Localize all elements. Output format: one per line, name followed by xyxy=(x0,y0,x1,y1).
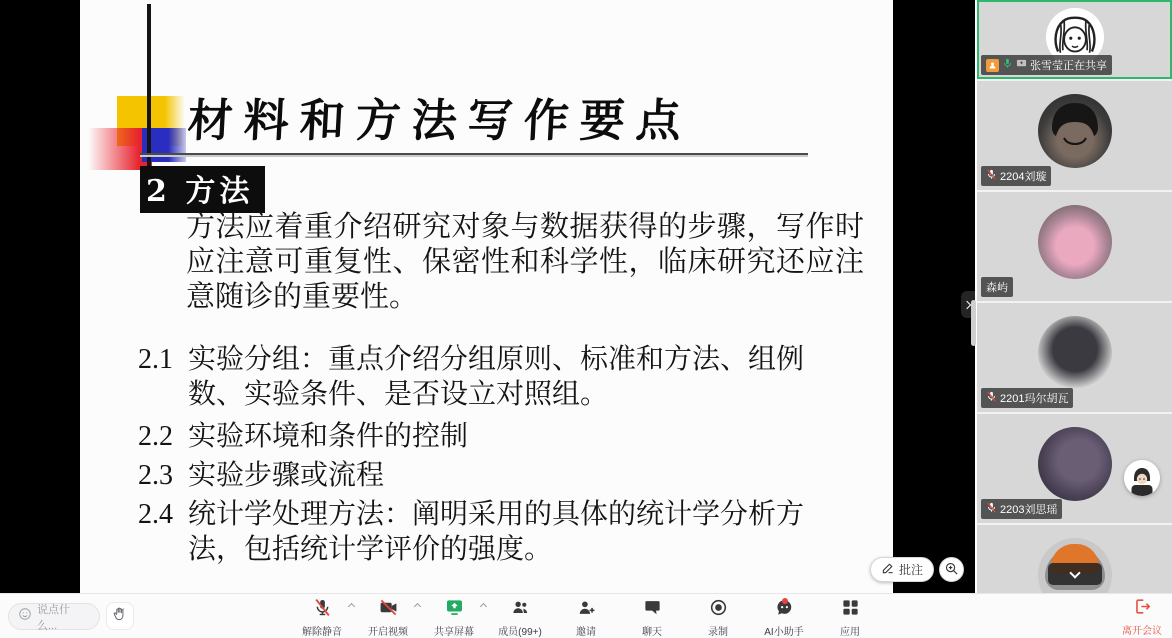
chat-icon xyxy=(643,598,662,622)
chat-button[interactable]: 聊天 xyxy=(629,596,675,638)
members-icon xyxy=(511,598,530,622)
participant-name: 2204刘璇 xyxy=(1000,171,1047,183)
participant-name: 2203刘思瑶 xyxy=(1000,504,1058,516)
list-item-number: 2.4 xyxy=(138,499,173,531)
raise-hand-button[interactable] xyxy=(106,602,134,630)
collapse-strip-button[interactable] xyxy=(1048,563,1102,585)
list-item-text: 实验环境和条件的控制 xyxy=(188,420,469,452)
control-bar xyxy=(0,593,1172,638)
participant-namebar xyxy=(981,277,1013,297)
share-screen-button[interactable]: 共享屏幕 xyxy=(431,596,477,638)
list-item xyxy=(138,342,838,413)
title-rule xyxy=(140,153,808,157)
mic-muted-icon xyxy=(986,169,997,183)
mic-muted-icon xyxy=(986,502,997,516)
participant-name: 2201玛尔胡瓦 xyxy=(1000,393,1069,405)
chevron-down-icon xyxy=(1069,567,1080,578)
screen-share-icon xyxy=(1016,58,1027,72)
floating-assistant-avatar[interactable] xyxy=(1124,460,1160,496)
participant-tile[interactable] xyxy=(977,192,1172,301)
annotate-button[interactable] xyxy=(870,557,934,582)
smiley-icon xyxy=(18,607,32,626)
apps-button[interactable]: 应用 xyxy=(827,596,873,638)
participant-namebar xyxy=(981,499,1062,519)
participant-avatar xyxy=(1038,427,1112,501)
list-item-number: 2.3 xyxy=(138,459,173,491)
chevron-up-icon[interactable] xyxy=(480,602,487,609)
chevron-right-icon xyxy=(963,300,971,308)
ai-assistant-button[interactable]: AI小助手 xyxy=(761,596,807,638)
notification-dot xyxy=(782,598,788,604)
participant-namebar xyxy=(981,388,1073,408)
participant-name: 森屿 xyxy=(986,282,1008,294)
record-icon xyxy=(709,598,728,622)
participants-panel xyxy=(977,0,1172,593)
participant-tile-sharing[interactable] xyxy=(977,0,1172,79)
leave-meeting-button[interactable]: 离开会议 xyxy=(1122,597,1162,637)
participant-avatar xyxy=(1038,316,1112,390)
section-heading: 2 方法 xyxy=(140,166,265,213)
slide-title: 材料和方法写作要点 xyxy=(186,94,694,147)
list-item xyxy=(138,497,838,568)
list-item-number: 2.1 xyxy=(138,344,173,375)
quick-chat-placeholder: 说点什么... xyxy=(37,603,70,632)
unmute-button[interactable]: 解除静音 xyxy=(299,596,345,638)
pen-icon xyxy=(881,561,895,578)
slide-list xyxy=(138,342,838,574)
start-video-button[interactable]: 开启视频 xyxy=(365,596,411,638)
raise-hand-icon xyxy=(112,606,128,627)
magnifier-plus-icon xyxy=(944,561,959,579)
chevron-up-icon[interactable] xyxy=(348,602,355,609)
participant-namebar xyxy=(981,166,1051,186)
invite-button[interactable]: 邀请 xyxy=(563,596,609,638)
list-item xyxy=(138,419,838,454)
chevron-up-icon[interactable] xyxy=(414,602,421,609)
list-item-text: 实验步骤或流程 xyxy=(188,459,385,491)
annotation-tools xyxy=(870,557,964,582)
ai-assistant-icon xyxy=(775,598,794,622)
annotate-label: 批注 xyxy=(898,563,923,577)
participant-tile[interactable] xyxy=(977,81,1172,190)
participant-avatar xyxy=(1038,94,1112,168)
invite-icon xyxy=(577,598,596,622)
camera-muted-icon xyxy=(379,598,398,622)
list-item xyxy=(138,458,838,493)
slide-deco-vertical-line xyxy=(147,4,151,166)
list-item-text: 统计学处理方法：阐明采用的具体的统计学分析方法，包括统计学评价的强度。 xyxy=(188,499,805,566)
mic-muted-icon xyxy=(313,598,332,622)
members-button[interactable]: 成员(99+) xyxy=(497,596,543,638)
sidebar-scrollbar[interactable] xyxy=(971,300,976,346)
share-screen-icon xyxy=(445,598,464,622)
slide xyxy=(80,0,893,593)
host-badge-icon xyxy=(986,59,999,72)
participant-tile[interactable] xyxy=(977,303,1172,412)
quick-chat-input[interactable] xyxy=(8,603,100,630)
record-button[interactable]: 录制 xyxy=(695,596,741,638)
list-item-number: 2.2 xyxy=(138,420,173,452)
participant-name: 张雪莹正在共享 xyxy=(1030,60,1107,72)
toolbar xyxy=(299,594,873,638)
slide-paragraph: 方法应着重介绍研究对象与数据获得的步骤，写作时应注意可重复性、保密性和科学性，临床研究还应注意随诊的重要性。 xyxy=(186,211,864,313)
apps-icon xyxy=(841,598,860,622)
participant-namebar xyxy=(981,55,1112,75)
participant-avatar xyxy=(1038,205,1112,279)
leave-icon xyxy=(1133,597,1152,621)
list-item-text: 实验分组：重点介绍分组原则、标准和方法、组例数、实验条件、是否设立对照组。 xyxy=(188,344,805,411)
zoom-in-button[interactable] xyxy=(939,557,964,582)
mic-muted-icon xyxy=(986,391,997,405)
participant-tile[interactable] xyxy=(977,525,1172,593)
mic-on-icon xyxy=(1002,58,1013,72)
